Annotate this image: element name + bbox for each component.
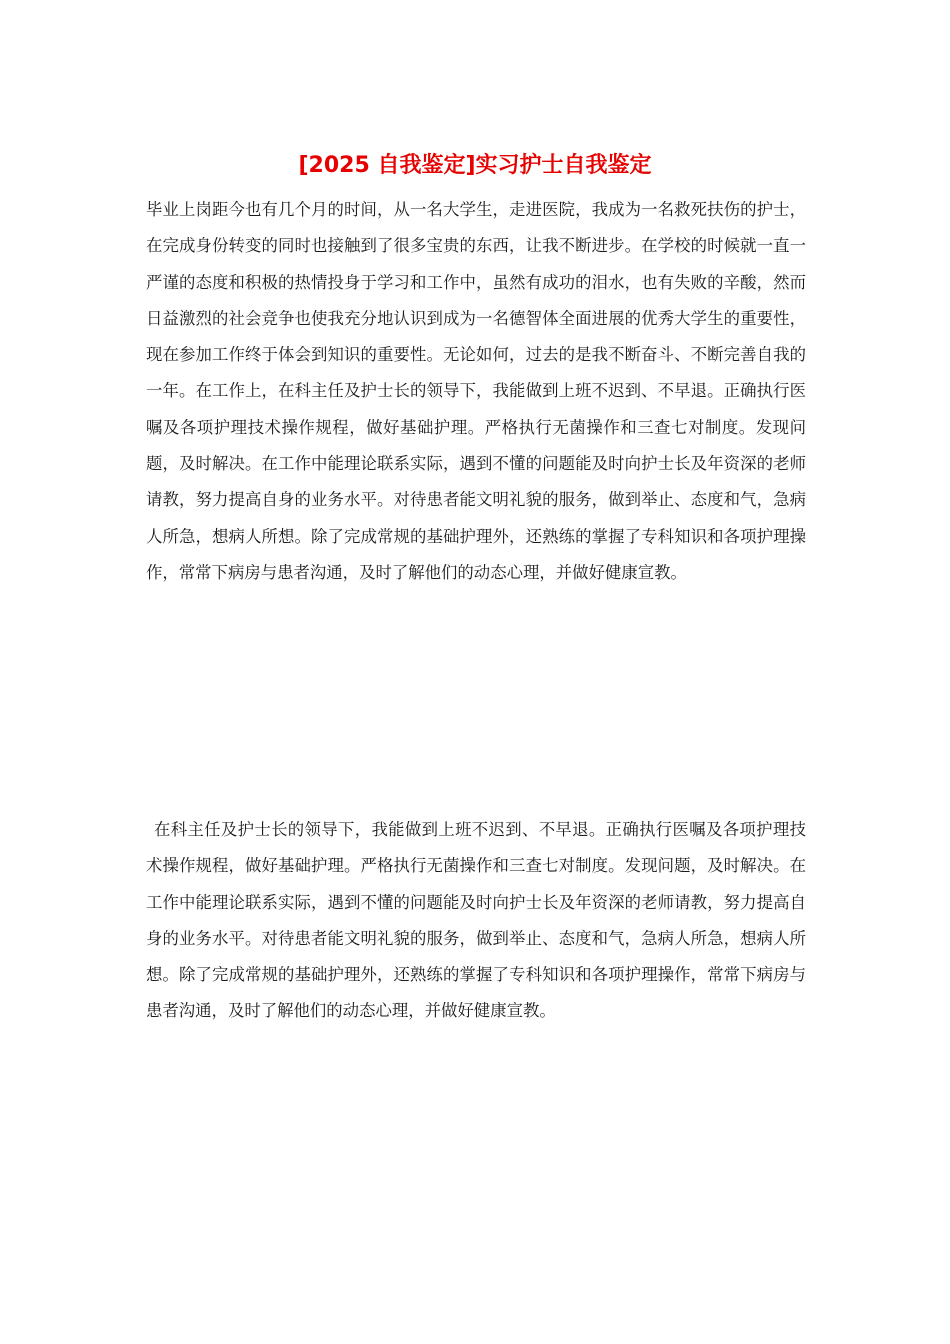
document-title: [2025 自我鉴定]实习护士自我鉴定 bbox=[298, 153, 652, 178]
body-paragraph-2: 在科主任及护士长的领导下，我能做到上班不迟到、不早退。正确执行医嘱及各项护理技术操作规程，做好基础护理。严格执行无菌操作和三查七对制度。发现问题，及时解决。在工作中能理论联系实际，遇到不懂的问题能及时向护士长及年资深的老师请教，努力提高自身的业务水平。对待患者能文明礼貌的服务，做到举止、态度和气，急病人所急，想病人所想。除了完成常规的基础护理外，还熟练的掌握了专科知识和各项护理操作，常常下病房与患者沟通，及时了解他们的动态心理，并做好健康宣教。 bbox=[146, 820, 806, 1021]
body-paragraph-1: 毕业上岗距今也有几个月的时间，从一名大学生，走进医院，我成为一名救死扶伤的护士，在完成身份转变的同时也接触到了很多宝贵的东西，让我不断进步。在学校的时候就一直一严谨的态度和积极的热情投身于学习和工作中，虽然有成功的泪水，也有失败的辛酸，然而日益激烈的社会竞争也使我充分地认识到成为一名德智体全面进展的优秀大学生的重要性，现在参加工作终于体会到知识的重要性。无论如何，过去的是我不断奋斗、不断完善自我的一年。在工作上，在科主任及护士长的领导下，我能做到上班不迟到、不早退。正确执行医嘱及各项护理技术操作规程，做好基础护理。严格执行无菌操作和三查七对制度。发现问题，及时解决。在工作中能理论联系实际，遇到不懂的问题能及时向护士长及年资深的老师请教，努力提高自身的业务水平。对待患者能文明礼貌的服务，做到举止、态度和气，急病人所急，想病人所想。除了完成常规的基础护理外，还熟练的掌握了专科知识和各项护理操作，常常下病房与患者沟通，及时了解他们的动态心理，并做好健康宣教。 bbox=[146, 200, 806, 582]
